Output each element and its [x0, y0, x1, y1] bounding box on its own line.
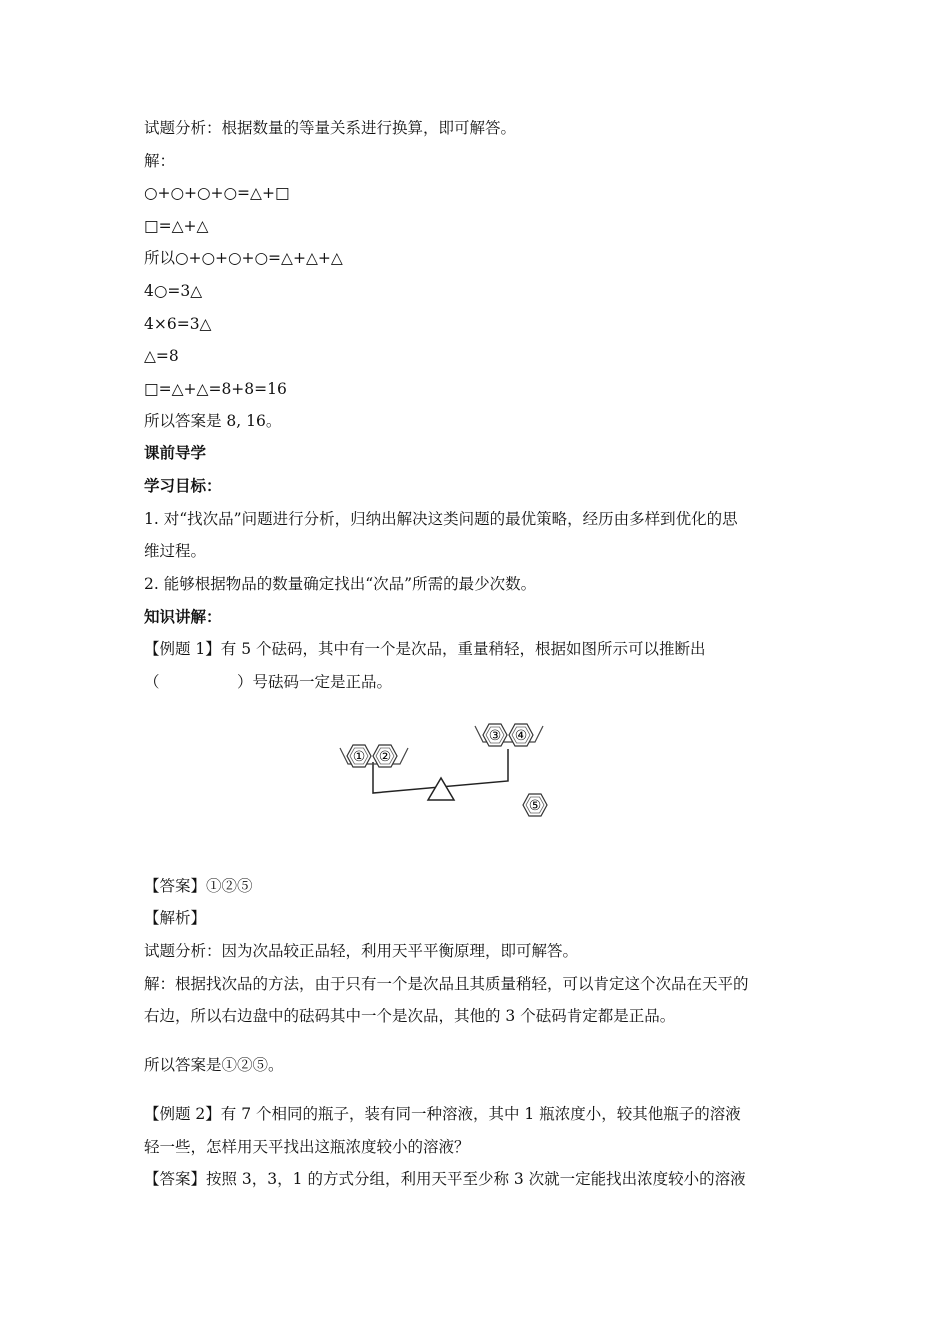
solution-line: 解：根据找次品的方法，由于只有一个是次品且其质量稍轻，可以肯定这个次品在天平的 — [144, 975, 749, 993]
weight-5 — [523, 794, 547, 816]
objective-line: 1. 对“找次品”问题进行分析，归纳出解决这类问题的最优策略，经历由多样到优化的思 — [144, 510, 738, 528]
weight-label: ⑤ — [528, 798, 542, 814]
weight-4 — [509, 724, 533, 746]
subsection-heading: 知识讲解： — [144, 607, 222, 626]
analysis-line: 试题分析：根据数量的等量关系进行换算，即可解答。 — [144, 119, 517, 137]
weight-3 — [483, 724, 507, 746]
solution-line: 右边，所以右边盘中的砝码其中一个是次品，其他的 3 个砝码肯定都是正品。 — [144, 1007, 676, 1025]
answer-line: 【答案】按照 3，3，1 的方式分组，利用天平至少称 3 次就一定能找出浓度较小的溶液 — [144, 1170, 746, 1188]
analysis-heading: 【解析】 — [144, 909, 207, 927]
answer-line: 所以答案是①②⑤。 — [144, 1056, 284, 1074]
equation-line: 4○=3△ — [144, 282, 203, 300]
subsection-heading: 学习目标： — [144, 476, 222, 495]
equation-line: 4×6=3△ — [144, 315, 212, 333]
answer-line: 所以答案是 8, 16。 — [144, 412, 282, 430]
equation-line: ○+○+○+○=△+□ — [144, 184, 290, 202]
weight-label: ③ — [488, 728, 502, 744]
weight-label: ② — [378, 749, 392, 765]
analysis-line: 试题分析：因为次品较正品轻，利用天平平衡原理，即可解答。 — [144, 942, 579, 960]
solution-label: 解： — [144, 152, 176, 170]
example-question: （ ）号砝码一定是正品。 — [144, 673, 393, 691]
section-heading: 课前导学 — [144, 443, 207, 462]
weight-label: ① — [352, 749, 366, 765]
equation-line: □=△+△=8+8=16 — [144, 380, 287, 398]
objective-line: 维过程。 — [144, 542, 207, 560]
example-question: 【例题 2】有 7 个相同的瓶子，装有同一种溶液，其中 1 瓶浓度小，较其他瓶子的溶液 — [144, 1105, 741, 1123]
example-question: 轻一些，怎样用天平找出这瓶浓度较小的溶液？ — [144, 1138, 470, 1156]
balance-scale-figure — [330, 712, 570, 830]
weight-2 — [373, 745, 397, 767]
weight-label: ④ — [514, 728, 528, 744]
objective-line: 2. 能够根据物品的数量确定找出“次品”所需的最少次数。 — [144, 575, 537, 593]
answer-line: 【答案】①②⑤ — [144, 877, 253, 895]
scale-fulcrum — [428, 778, 454, 800]
example-question: 【例题 1】有 5 个砝码，其中有一个是次品，重量稍轻，根据如图所示可以推断出 — [144, 640, 706, 658]
equation-line: 所以○+○+○+○=△+△+△ — [144, 249, 343, 267]
equation-line: □=△+△ — [144, 217, 209, 235]
equation-line: △=8 — [144, 347, 179, 365]
weight-1 — [347, 745, 371, 767]
